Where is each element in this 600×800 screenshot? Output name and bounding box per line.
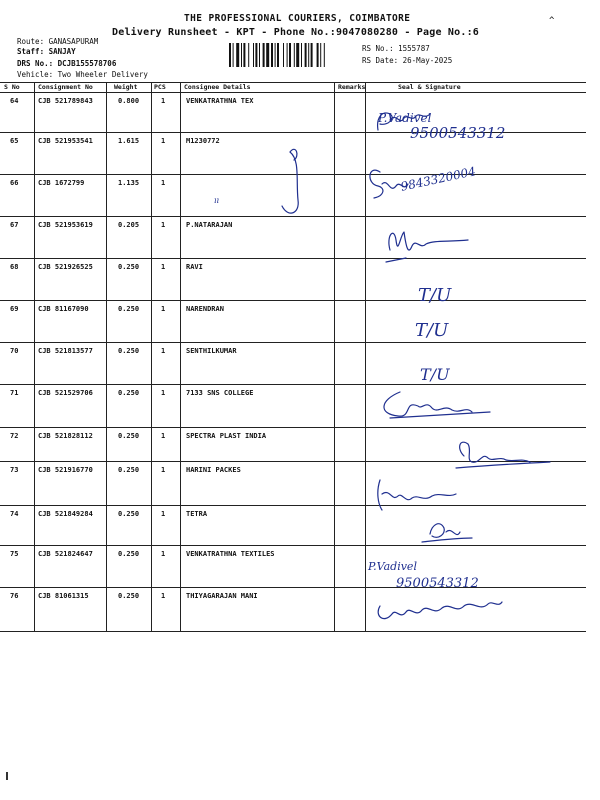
cell-consignment-no: CJB 521916770 (38, 466, 93, 474)
cell-pcs: 1 (161, 432, 166, 440)
handwritten-name-75: P.Vadivel (368, 560, 417, 573)
handwritten-mark-66: ıı (214, 196, 220, 205)
cell-weight: 1.615 (118, 137, 140, 145)
column-divider (106, 82, 107, 631)
cell-pcs: 1 (161, 263, 166, 271)
cell-sno: 68 (10, 263, 19, 271)
cell-pcs: 1 (161, 592, 166, 600)
cell-consignment-no: CJB 521789843 (38, 97, 93, 105)
cell-sno: 69 (10, 305, 19, 313)
cell-weight: 0.250 (118, 592, 140, 600)
cell-consignee: VENKATRATHNA TEX (186, 97, 254, 105)
column-header-signature: Seal & Signature (398, 83, 461, 91)
column-header-sno: S No (4, 83, 20, 91)
column-header-consignee: Consignee Details (184, 83, 251, 91)
vehicle-label: Vehicle: Two Wheeler Delivery (17, 70, 148, 79)
handwritten-name: P.Vadivel (378, 111, 432, 125)
corner-mark: ^ (549, 16, 555, 26)
cell-consignment-no: CJB 521849284 (38, 510, 93, 518)
cell-pcs: 1 (161, 389, 166, 397)
cell-weight: 0.250 (118, 263, 140, 271)
cell-pcs: 1 (161, 221, 166, 229)
column-header-remarks: Remarks (338, 83, 366, 91)
cell-weight: 0.250 (118, 389, 140, 397)
cell-consignee: SENTHILKUMAR (186, 347, 237, 355)
document-subtitle: Delivery Runsheet - KPT - Phone No.:9047080280 - Page No.:6 (112, 27, 480, 38)
cell-pcs: 1 (161, 97, 166, 105)
cell-consignee: M1230772 (186, 137, 220, 145)
cell-pcs: 1 (161, 510, 166, 518)
cell-consignee: NARENDRAN (186, 305, 224, 313)
cell-weight: 1.135 (118, 179, 140, 187)
cell-sno: 66 (10, 179, 19, 187)
scan-mark (6, 772, 8, 780)
route-label: Route: GANASAPURAM (17, 37, 99, 46)
handwritten-number-66: 9843320004 (399, 164, 477, 194)
cell-weight: 0.800 (118, 97, 140, 105)
rs-date: RS Date: 26-May-2025 (362, 56, 453, 65)
cell-consignment-no: CJB 521953619 (38, 221, 93, 229)
cell-sno: 64 (10, 97, 19, 105)
cell-consignment-no: CJB 521926525 (38, 263, 93, 271)
cell-consignment-no: CJB 521529706 (38, 389, 93, 397)
cell-consignee: HARINI PACKES (186, 466, 241, 474)
handwritten-note-68: T/U (418, 285, 452, 306)
column-header-pcs: PCS (154, 83, 166, 91)
handwritten-phone-64: 9500543312 (410, 124, 506, 142)
cell-sno: 74 (10, 510, 19, 518)
drs-number: DRS No.: DCJB155578706 (17, 59, 117, 68)
cell-pcs: 1 (161, 466, 166, 474)
cell-consignment-no: CJB 81167090 (38, 305, 89, 313)
handwritten-note-69: T/U (415, 320, 449, 341)
cell-weight: 0.250 (118, 550, 140, 558)
cell-consignee: TETRA (186, 510, 208, 518)
cell-consignment-no: CJB 521824647 (38, 550, 93, 558)
cell-sno: 71 (10, 389, 19, 397)
column-divider (334, 82, 335, 631)
cell-weight: 0.250 (118, 347, 140, 355)
column-divider (34, 82, 35, 631)
cell-sno: 75 (10, 550, 19, 558)
cell-pcs: 1 (161, 137, 166, 145)
cell-sno: 76 (10, 592, 19, 600)
cell-weight: 0.250 (118, 432, 140, 440)
handwritten-phone-75: 9500543312 (396, 576, 479, 591)
cell-pcs: 1 (161, 305, 166, 313)
cell-pcs: 1 (161, 347, 166, 355)
cell-consignee: RAVI (186, 263, 203, 271)
cell-consignee: 7133 SNS COLLEGE (186, 389, 254, 397)
cell-weight: 0.250 (118, 510, 140, 518)
cell-sno: 70 (10, 347, 19, 355)
column-divider (180, 82, 181, 631)
cell-sno: 72 (10, 432, 19, 440)
handwritten-note-70: T/U (420, 365, 450, 384)
table-header-rule (0, 92, 586, 93)
cell-sno: 65 (10, 137, 19, 145)
cell-consignment-no: CJB 521828112 (38, 432, 93, 440)
row-rule (0, 631, 586, 632)
cell-pcs: 1 (161, 550, 166, 558)
cell-consignment-no: CJB 1672799 (38, 179, 85, 187)
document-title: THE PROFESSIONAL COURIERS, COIMBATORE (184, 13, 411, 24)
cell-consignee: VENKATRATHNA TEXTILES (186, 550, 275, 558)
cell-sno: 67 (10, 221, 19, 229)
cell-consignment-no: CJB 521813577 (38, 347, 93, 355)
cell-sno: 73 (10, 466, 19, 474)
cell-weight: 0.250 (118, 466, 140, 474)
barcode (229, 43, 357, 67)
rs-number: RS No.: 1555787 (362, 44, 430, 53)
cell-consignee: THIYAGARAJAN MANI (186, 592, 258, 600)
cell-consignee: P.NATARAJAN (186, 221, 233, 229)
column-header-weight: Weight (114, 83, 138, 91)
cell-weight: 0.205 (118, 221, 140, 229)
cell-consignment-no: CJB 81061315 (38, 592, 89, 600)
cell-weight: 0.250 (118, 305, 140, 313)
cell-pcs: 1 (161, 179, 166, 187)
column-header-consignment: Consignment No (38, 83, 93, 91)
column-divider (151, 82, 152, 631)
cell-consignment-no: CJB 521953541 (38, 137, 93, 145)
staff-label: Staff: SANJAY (17, 47, 76, 56)
cell-consignee: SPECTRA PLAST INDIA (186, 432, 267, 440)
